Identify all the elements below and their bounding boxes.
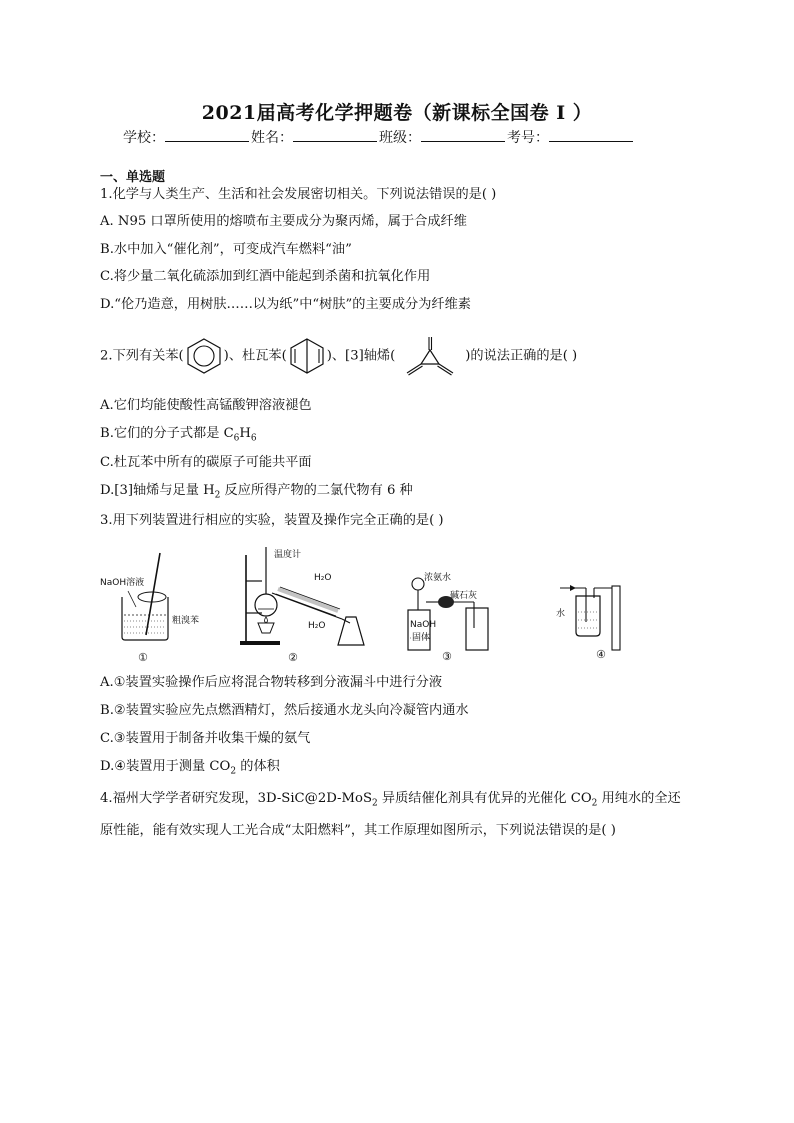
- q1-option-d: D.“伦乃造意，用树肤……以为纸”中“树肤”的主要成分为纤维素: [100, 297, 471, 312]
- q2-option-b: [100, 425, 257, 448]
- q4-stem-line1: [100, 790, 681, 813]
- apparatus-1: [100, 545, 200, 665]
- dewar-benzene-structure-icon: [287, 337, 327, 375]
- apparatus-1-drawing-icon: [100, 545, 190, 665]
- apparatus-1-number: ①: [138, 651, 148, 664]
- q3-option-a: A.①装置实验操作后应将混合物转移到分液漏斗中进行分液: [100, 675, 443, 690]
- q2-b-mid: H: [239, 426, 251, 441]
- school-label: 学校：: [123, 130, 165, 146]
- q2-option-d: [100, 482, 413, 505]
- apparatus-2-drawing-icon: [238, 545, 368, 665]
- soda-lime-label: 碱石灰: [450, 591, 478, 601]
- q4-stem-line2: 原性能，能有效实现人工光合成“太阳燃料”，其工作原理如图所示，下列说法错误的是( ): [100, 823, 616, 838]
- water-out-label: H₂O: [314, 573, 332, 583]
- q2-d-text: D.[3]轴烯与足量 H: [100, 483, 215, 498]
- q4-line1-sub2: 2: [591, 798, 598, 809]
- water-label: 水: [556, 609, 566, 619]
- radialene-structure-icon: [395, 336, 465, 376]
- q4-line1-pre: 4.福州大学学者研究发现，3D-SiC@2D-MoS: [100, 791, 372, 806]
- naoh-label: NaOH: [410, 620, 437, 630]
- apparatus-4-number: ④: [596, 648, 606, 661]
- q1-option-c: C.将少量二氧化硫添加到红酒中能起到杀菌和抗氧化作用: [100, 269, 431, 284]
- apparatus-4: [556, 582, 646, 667]
- q2-stem-part1: 2.下列有关苯(: [100, 348, 184, 364]
- q2-stem-part3: )、[3]轴烯(: [326, 348, 396, 364]
- q3-option-d: [100, 758, 280, 781]
- q1-option-a: A. N95 口罩所使用的熔喷布主要成分为聚丙烯，属于合成纤维: [100, 214, 467, 229]
- concentrated-ammonia-label: 浓氨水: [424, 573, 452, 583]
- q4-line1-post: 用纯水的全还: [597, 791, 681, 806]
- q3-d-sub: 2: [230, 766, 237, 777]
- school-blank: [165, 128, 249, 142]
- class-label: 班级：: [379, 130, 421, 146]
- q2-option-c: C.杜瓦苯中所有的碳原子可能共平面: [100, 455, 312, 470]
- q2-option-a: A.它们均能使酸性高锰酸钾溶液褪色: [100, 398, 312, 413]
- q4-line1-sub: 2: [371, 798, 378, 809]
- apparatus-2: [238, 545, 368, 665]
- q1-option-b: B.水中加入“催化剂”，可变成汽车燃料“油”: [100, 242, 352, 257]
- q2-d-sub: 2: [214, 490, 221, 501]
- q3-d-post: 的体积: [236, 759, 280, 774]
- student-info-line: [123, 127, 683, 147]
- exam-title: 2021届高考化学押题卷（新课标全国卷 I ）: [201, 102, 593, 124]
- q1-stem: 1.化学与人类生产、生活和社会发展密切相关。下列说法错误的是( ): [100, 187, 497, 202]
- q2-b-text: B.它们的分子式都是 C: [100, 426, 234, 441]
- naoh-solution-label: NaOH溶液: [100, 578, 145, 588]
- thermometer-label: 温度计: [274, 550, 302, 560]
- q2-stem-part2: )、杜瓦苯(: [223, 348, 287, 364]
- solid-label: 固体: [412, 633, 431, 643]
- q2-d-post: 反应所得产物的二氯代物有 6 种: [220, 483, 413, 498]
- section-title: 一、单选题: [100, 170, 166, 185]
- benzene-structure-icon: [184, 337, 224, 375]
- apparatus-3: [404, 572, 504, 667]
- q3-option-b: B.②装置实验应先点燃酒精灯，然后接通水龙头向冷凝管内通水: [100, 703, 469, 718]
- apparatus-3-number: ③: [442, 650, 452, 663]
- q3-stem: 3.用下列装置进行相应的实验，装置及操作完全正确的是( ): [100, 513, 444, 528]
- id-blank: [549, 128, 633, 142]
- q3-d-text: D.④装置用于测量 CO: [100, 759, 231, 774]
- apparatus-2-number: ②: [288, 651, 298, 664]
- crude-bromobenzene-label: 粗溴苯: [172, 616, 200, 626]
- name-label: 姓名：: [251, 130, 293, 146]
- id-label: 考号：: [507, 130, 549, 146]
- q2-stem: [100, 336, 577, 376]
- name-blank: [293, 128, 377, 142]
- class-blank: [421, 128, 505, 142]
- q2-b-sub2: 6: [250, 433, 257, 444]
- q3-option-c: C.③装置用于制备并收集干燥的氨气: [100, 731, 311, 746]
- q4-line1-mid: 异质结催化剂具有优异的光催化 CO: [377, 791, 592, 806]
- water-in-label: H₂O: [308, 621, 326, 631]
- q2-b-sub1: 6: [233, 433, 240, 444]
- q2-stem-part4: )的说法正确的是( ): [465, 348, 578, 364]
